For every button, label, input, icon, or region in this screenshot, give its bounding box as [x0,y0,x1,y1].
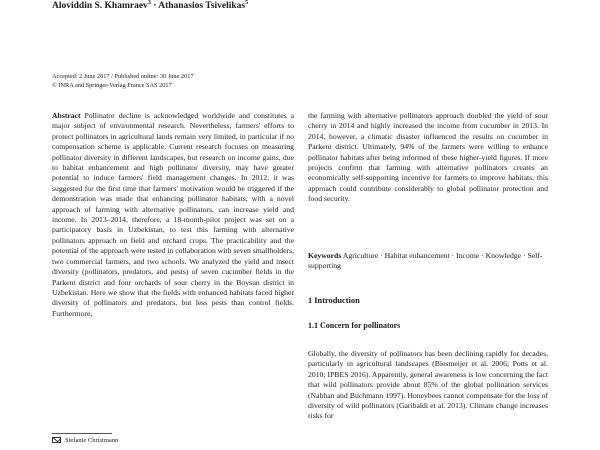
abstract-label: Abstract [52,111,81,120]
abstract-continuation: the farming with alternative pollinators approach doubled the yield of sour cherry in 2014 and highly increased the income from cucumber in 2013. In 2014, however, a climatic disaster influenced the results on cucumber in Parkent district. Ultimately, 94% of the farmers were willing to enhance pollinator habitats after being informed of these higher-yield figures. If more projects confirm that farming with alternative pollinators creates an economically self-supporting incentive for farmers to improve habitats, this approach could contribute considerably to global pollinator protection and food security. [308,111,548,204]
abstract-column-right [308,111,548,205]
keywords-text: Agriculture · Habitat enhancement · Income · Knowledge · Self-supporting [308,251,543,271]
publication-meta [52,73,292,90]
subsection-heading: 1.1 Concern for pollinators [308,321,401,330]
publication-dates: Accepted: 2 June 2017 / Published online: 30 June 2017 [52,73,194,80]
abstract-column-left [52,111,294,319]
author-separator: · [150,1,159,12]
corresponding-author [52,437,118,444]
keywords-label: Keywords [308,251,342,260]
author-name: Aloviddin S. Khamraev [52,1,148,12]
affiliation-mark: 5 [245,0,249,6]
affiliation-mark: 3 [147,0,151,6]
author-name: Athanasios Tsivelikas [158,1,246,12]
abstract-text: Pollinator decline is acknowledged worldwide and constitutes a major subject of environmental research. Nevertheless, farmers' efforts to protect pollinators in agricultural lands remain very limited, in particular if no compensation scheme is applicable. Current research focuses on measuring pollinator diversity in different landscapes, but research on income gains, due to habitat enhancement and high pollinator diversity, may have greater potential to induce farmers' field management changes. In 2012, it was suggested for the first time that farmers' motivation would be triggered if the demonstration was made that enhancing pollinator habitats, with a novel approach of farming with alternative pollinators, can increase yield and income. In 2013–2014, therefore, a 18-month-pilot project was set on a participatory basis in Uzbekistan, to test this farming with alternative pollinators approach on field and orchard crops. The practicability and the potential of the approach were tested in collaboration with seven smallholders, two commercial farmers, and two schools. We analyzed the yield and insect diversity (pollinators, predators, and pests) of seven cucumber fields in the Parkent district and four orchards of sour cherry in the Boysun district in Uzbekistan. Here we show that the fields with enhanced habitats faced higher diversity of pollinators and predators, but less pests than control fields. Furthermore, [52,111,294,318]
footnote-divider [52,433,112,434]
intro-paragraph: Globally, the diversity of pollinators has been declining rapidly for decades, particularly in agricultural landscapes (Biesmeijer et al. 2006; Potts et al. 2010; IPBES 2016). Apparently, general awareness is low concerning the fact that wild pollinators provide about 85% of the global pollination services (Nabhan and Buchmann 1997). Honeybees cannot compensate for the loss of diversity of wild pollinators (Garibaldi et al. 2013). Climate change increases risks for [308,349,548,421]
section-heading: 1 Introduction [308,296,360,305]
copyright-line: © INRA and Springer-Verlag France SAS 2017 [52,81,172,89]
envelope-icon [52,437,61,443]
author-line [52,0,248,11]
keywords [308,251,548,272]
corresponding-author-name: Stefanie Christmann [65,437,119,444]
